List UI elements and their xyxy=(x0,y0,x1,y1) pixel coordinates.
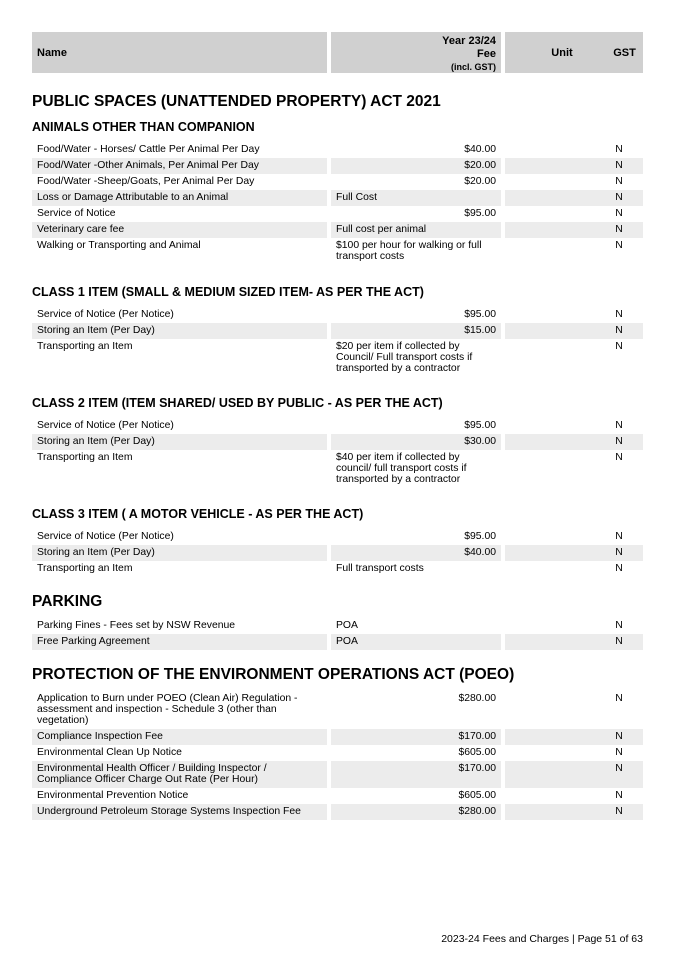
fee-gst: N xyxy=(615,531,623,542)
fee-unit-gst xyxy=(505,222,643,238)
fee-rows xyxy=(32,618,643,650)
header-fee-incl-gst: (incl. GST) xyxy=(451,62,496,72)
fee-amount: $40.00 xyxy=(464,144,496,155)
header-gst: GST xyxy=(613,46,636,59)
fee-name: Transporting an Item xyxy=(37,563,133,574)
fee-unit-gst xyxy=(505,174,643,190)
fee-name: Application to Burn under POEO (Clean Air) Regulation - assessment and inspection - Schedule 3 (other than vegetation) xyxy=(37,693,298,726)
fee-gst: N xyxy=(615,192,623,203)
section-title: PROTECTION OF THE ENVIRONMENT OPERATIONS ACT (POEO) xyxy=(32,666,515,683)
fee-amount: $15.00 xyxy=(331,323,501,339)
table-row xyxy=(32,545,643,561)
table-row xyxy=(32,222,643,238)
fee-section xyxy=(32,394,643,488)
fees-page xyxy=(32,32,643,820)
fee-gst: N xyxy=(615,144,623,155)
table-header xyxy=(32,32,643,73)
fee-gst: N xyxy=(615,563,623,574)
fee-amount: $605.00 xyxy=(458,790,496,801)
fee-unit-gst xyxy=(505,418,643,434)
fee-unit-gst xyxy=(505,434,643,450)
fee-unit xyxy=(505,158,595,174)
fee-gst: N xyxy=(615,208,623,219)
fee-unit xyxy=(505,450,595,488)
fee-gst: N xyxy=(615,693,623,704)
table-row xyxy=(32,418,643,434)
fee-amount: $170.00 xyxy=(331,729,501,745)
header-fee-label: Fee xyxy=(477,48,496,60)
fee-amount: $95.00 xyxy=(464,309,496,320)
fee-amount: $30.00 xyxy=(331,434,501,450)
fee-gst: N xyxy=(615,176,623,187)
header-name: Name xyxy=(32,32,327,73)
fee-unit-gst xyxy=(505,561,643,577)
fee-unit-gst xyxy=(505,618,643,634)
fee-unit-gst xyxy=(505,745,643,761)
fee-amount: $95.00 xyxy=(464,420,496,431)
fee-section xyxy=(32,592,643,650)
fee-unit xyxy=(505,761,595,788)
fee-unit-gst xyxy=(505,158,643,174)
fee-unit xyxy=(505,307,595,323)
table-row xyxy=(32,238,643,265)
fee-name: Compliance Inspection Fee xyxy=(32,729,327,745)
table-row xyxy=(32,691,643,729)
table-row xyxy=(32,804,643,820)
table-row xyxy=(32,450,643,488)
fee-amount: $280.00 xyxy=(458,693,496,704)
fee-gst: N xyxy=(615,731,623,742)
fee-unit xyxy=(505,190,595,206)
fee-unit xyxy=(505,222,595,238)
fee-name: Service of Notice (Per Notice) xyxy=(37,309,174,320)
fee-amount: Full transport costs xyxy=(336,563,424,574)
fee-gst: N xyxy=(615,420,623,431)
table-row xyxy=(32,618,643,634)
fee-unit-gst xyxy=(505,238,643,265)
fee-amount: $170.00 xyxy=(331,761,501,788)
fee-rows xyxy=(32,142,643,265)
table-row xyxy=(32,788,643,804)
fee-amount: $20.00 xyxy=(464,176,496,187)
fee-name: Storing an Item (Per Day) xyxy=(32,434,327,450)
fee-name: Walking or Transporting and Animal xyxy=(37,240,201,251)
table-row xyxy=(32,174,643,190)
fee-amount: $20.00 xyxy=(331,158,501,174)
fee-unit xyxy=(505,206,595,222)
section-title: PARKING xyxy=(32,593,103,610)
table-row xyxy=(32,206,643,222)
table-row xyxy=(32,729,643,745)
section-subtitle: CLASS 3 ITEM ( A MOTOR VEHICLE - AS PER THE ACT) xyxy=(32,507,364,521)
fee-name: Service of Notice xyxy=(37,208,116,219)
fee-section xyxy=(32,665,643,820)
fee-section xyxy=(32,283,643,377)
fee-unit-gst xyxy=(505,761,643,788)
fee-unit xyxy=(505,788,595,804)
fee-unit xyxy=(505,561,595,577)
fee-amount: Full Cost xyxy=(331,190,501,206)
section-subtitle: CLASS 1 ITEM (SMALL & MEDIUM SIZED ITEM- AS PER THE ACT) xyxy=(32,285,424,299)
fee-unit-gst xyxy=(505,634,643,650)
fee-name: Underground Petroleum Storage Systems Inspection Fee xyxy=(32,804,327,820)
fee-gst: N xyxy=(615,325,623,336)
fee-unit xyxy=(505,691,595,729)
section-subtitle: CLASS 2 ITEM (ITEM SHARED/ USED BY PUBLIC - AS PER THE ACT) xyxy=(32,396,443,410)
fee-amount: Full cost per animal xyxy=(331,222,501,238)
fee-unit-gst xyxy=(505,339,643,377)
fee-amount: $95.00 xyxy=(464,208,496,219)
fee-gst: N xyxy=(615,547,623,558)
fee-section xyxy=(32,92,643,265)
fee-gst: N xyxy=(615,240,623,251)
table-row xyxy=(32,761,643,788)
fee-gst: N xyxy=(615,806,623,817)
fee-amount: $605.00 xyxy=(458,747,496,758)
fee-rows xyxy=(32,307,643,377)
fee-name: Free Parking Agreement xyxy=(32,634,327,650)
fee-unit xyxy=(505,545,595,561)
fee-amount: $95.00 xyxy=(464,531,496,542)
fee-unit xyxy=(505,238,595,265)
section-subtitle: ANIMALS OTHER THAN COMPANION xyxy=(32,120,255,134)
fee-unit xyxy=(505,323,595,339)
fee-gst: N xyxy=(615,747,623,758)
fee-name: Parking Fines - Fees set by NSW Revenue xyxy=(37,620,236,631)
fee-unit-gst xyxy=(505,804,643,820)
table-row xyxy=(32,434,643,450)
fee-unit xyxy=(505,339,595,377)
fee-name: Storing an Item (Per Day) xyxy=(32,323,327,339)
fee-amount: $100 per hour for walking or full transport costs xyxy=(336,240,482,262)
fee-unit xyxy=(505,418,595,434)
fee-name: Food/Water -Other Animals, Per Animal Per Day xyxy=(32,158,327,174)
header-unit: Unit xyxy=(551,46,573,59)
fee-amount: $40 per item if collected by council/ full transport costs if transported by a contractor xyxy=(336,452,467,485)
fee-name: Transporting an Item xyxy=(37,341,133,352)
fee-unit xyxy=(505,142,595,158)
fee-name: Environmental Prevention Notice xyxy=(37,790,189,801)
fee-unit-gst xyxy=(505,190,643,206)
fee-unit-gst xyxy=(505,545,643,561)
fee-sections xyxy=(32,92,643,820)
fee-gst: N xyxy=(615,452,623,463)
fee-rows xyxy=(32,691,643,820)
fee-amount: POA xyxy=(336,620,358,631)
table-row xyxy=(32,745,643,761)
fee-gst: N xyxy=(615,763,623,774)
fee-gst: N xyxy=(615,309,623,320)
fee-section xyxy=(32,505,643,577)
fee-unit xyxy=(505,174,595,190)
fee-gst: N xyxy=(615,636,623,647)
fee-rows xyxy=(32,418,643,488)
fee-rows xyxy=(32,529,643,577)
fee-gst: N xyxy=(615,620,623,631)
table-row xyxy=(32,529,643,545)
fee-amount: $20 per item if collected by Council/ Full transport costs if transported by a contractor xyxy=(336,341,473,374)
fee-unit-gst xyxy=(505,323,643,339)
fee-unit-gst xyxy=(505,788,643,804)
fee-gst: N xyxy=(615,160,623,171)
fee-gst: N xyxy=(615,341,623,352)
fee-name: Service of Notice (Per Notice) xyxy=(37,420,174,431)
fee-amount: $40.00 xyxy=(331,545,501,561)
fee-amount: POA xyxy=(331,634,501,650)
fee-amount: $280.00 xyxy=(331,804,501,820)
fee-name: Veterinary care fee xyxy=(32,222,327,238)
table-row xyxy=(32,142,643,158)
fee-unit xyxy=(505,634,595,650)
header-fee xyxy=(331,32,501,73)
fee-name: Service of Notice (Per Notice) xyxy=(37,531,174,542)
fee-unit xyxy=(505,804,595,820)
fee-name: Storing an Item (Per Day) xyxy=(32,545,327,561)
fee-name: Environmental Clean Up Notice xyxy=(37,747,182,758)
fee-unit-gst xyxy=(505,529,643,545)
table-row xyxy=(32,158,643,174)
table-row xyxy=(32,561,643,577)
fee-unit xyxy=(505,529,595,545)
fee-gst: N xyxy=(615,790,623,801)
section-title: PUBLIC SPACES (UNATTENDED PROPERTY) ACT 2021 xyxy=(32,93,441,110)
table-row xyxy=(32,323,643,339)
fee-name: Environmental Health Officer / Building Inspector / Compliance Officer Charge Out Rate (Per Hour) xyxy=(32,761,327,788)
fee-name: Food/Water -Sheep/Goats, Per Animal Per Day xyxy=(37,176,255,187)
fee-gst: N xyxy=(615,224,623,235)
fee-unit-gst xyxy=(505,729,643,745)
fee-unit-gst xyxy=(505,142,643,158)
fee-gst: N xyxy=(615,436,623,447)
fee-name: Transporting an Item xyxy=(37,452,133,463)
fee-unit-gst xyxy=(505,206,643,222)
fee-unit xyxy=(505,745,595,761)
fee-name: Loss or Damage Attributable to an Animal xyxy=(32,190,327,206)
header-unit-gst xyxy=(505,32,643,73)
fee-unit-gst xyxy=(505,691,643,729)
table-row xyxy=(32,190,643,206)
table-row xyxy=(32,307,643,323)
table-row xyxy=(32,339,643,377)
header-fee-year: Year 23/24 xyxy=(442,35,496,47)
table-row xyxy=(32,634,643,650)
page-footer: 2023-24 Fees and Charges | Page 51 of 63 xyxy=(441,933,643,945)
fee-unit-gst xyxy=(505,307,643,323)
fee-unit xyxy=(505,618,595,634)
fee-unit xyxy=(505,434,595,450)
fee-unit-gst xyxy=(505,450,643,488)
fee-unit xyxy=(505,729,595,745)
fee-name: Food/Water - Horses/ Cattle Per Animal Per Day xyxy=(37,144,260,155)
